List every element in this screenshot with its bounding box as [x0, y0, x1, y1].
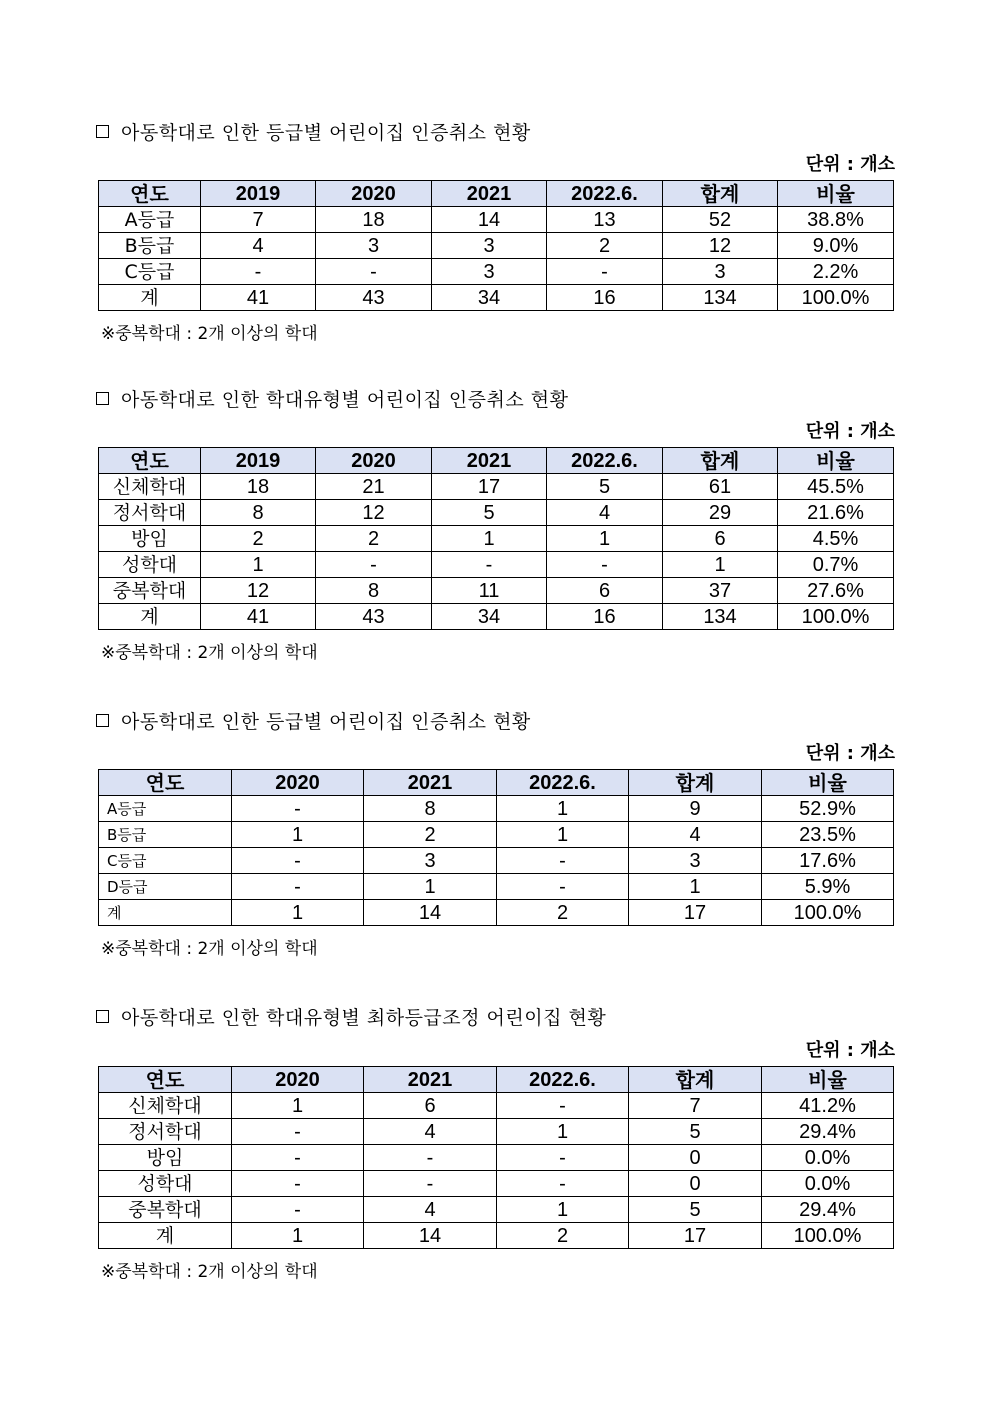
table-header-row — [99, 181, 894, 207]
table-cell: 0.0% — [762, 1145, 894, 1171]
table-cell: 3 — [432, 233, 547, 259]
table-total-row — [99, 1223, 894, 1249]
table-cell: 52 — [663, 207, 778, 233]
row-label: A등급 — [99, 207, 201, 233]
unit-label: 단위 : 개소 — [805, 154, 895, 175]
header-cell: 합계 — [629, 770, 762, 796]
table-cell: 5 — [432, 500, 547, 526]
table-total-row — [99, 285, 894, 311]
table-cell: 9 — [629, 796, 762, 822]
table-cell: - — [364, 1145, 497, 1171]
header-cell: 비율 — [762, 770, 894, 796]
table-row — [99, 474, 894, 500]
table-cell: 4 — [364, 1119, 497, 1145]
table-cell: 11 — [432, 578, 547, 604]
table-cell: 5.9% — [762, 874, 894, 900]
row-label: 계 — [99, 1223, 232, 1249]
section-title: 아동학대로 인한 등급별 어린이집 인증취소 현황 — [96, 707, 531, 734]
table-cell: 61 — [663, 474, 778, 500]
footnote: ※중복학대 : 2개 이상의 학대 — [101, 1262, 318, 1282]
table-cell: 1 — [547, 526, 663, 552]
table-cell: 17 — [629, 900, 762, 926]
table-cell: - — [201, 259, 316, 285]
table-cell: 41.2% — [762, 1093, 894, 1119]
header-cell: 2020 — [232, 1067, 364, 1093]
header-cell: 연도 — [99, 770, 232, 796]
table-cell: 6 — [547, 578, 663, 604]
table-header-row — [99, 1067, 894, 1093]
table-cell: 29 — [663, 500, 778, 526]
unit-label: 단위 : 개소 — [805, 743, 895, 764]
table-cell: - — [232, 1171, 364, 1197]
table-cell: 1 — [497, 1197, 629, 1223]
table-cell: 16 — [547, 285, 663, 311]
table-cell: 41 — [201, 285, 316, 311]
table-cell: 4 — [364, 1197, 497, 1223]
table-cell: 0 — [629, 1145, 762, 1171]
row-label: 성학대 — [99, 552, 201, 578]
header-cell: 2021 — [364, 1067, 497, 1093]
table-cell: 5 — [629, 1197, 762, 1223]
table-cell: 52.9% — [762, 796, 894, 822]
table-cell: 4 — [547, 500, 663, 526]
table-cell: 2 — [497, 1223, 629, 1249]
row-label: 신체학대 — [99, 474, 201, 500]
grade-table-2 — [98, 769, 894, 926]
table-row — [99, 259, 894, 285]
header-cell: 2022.6. — [497, 770, 629, 796]
header-cell: 2020 — [316, 448, 432, 474]
table-cell: 29.4% — [762, 1197, 894, 1223]
abuse-type-table — [98, 447, 894, 630]
table-cell: 5 — [547, 474, 663, 500]
table-cell: - — [432, 552, 547, 578]
footnote: ※중복학대 : 2개 이상의 학대 — [101, 643, 318, 663]
header-cell: 비율 — [762, 1067, 894, 1093]
table-cell: 4.5% — [778, 526, 894, 552]
table-cell: 3 — [364, 848, 497, 874]
table-cell: 1 — [663, 552, 778, 578]
row-label: 신체학대 — [99, 1093, 232, 1119]
table-cell: 3 — [432, 259, 547, 285]
table-cell: 17.6% — [762, 848, 894, 874]
header-cell: 합계 — [629, 1067, 762, 1093]
table-row — [99, 526, 894, 552]
table-cell: - — [497, 848, 629, 874]
table-cell: 1 — [201, 552, 316, 578]
table-row — [99, 1145, 894, 1171]
table-cell: 34 — [432, 604, 547, 630]
table-cell: 17 — [432, 474, 547, 500]
table-cell: 1 — [629, 874, 762, 900]
table-cell: 100.0% — [778, 604, 894, 630]
table-cell: 45.5% — [778, 474, 894, 500]
table-row — [99, 500, 894, 526]
table-cell: 27.6% — [778, 578, 894, 604]
grade-table — [98, 180, 894, 311]
table-cell: - — [497, 1171, 629, 1197]
table-cell: - — [316, 552, 432, 578]
row-label: 정서학대 — [99, 500, 201, 526]
table-cell: 6 — [663, 526, 778, 552]
header-cell: 2022.6. — [497, 1067, 629, 1093]
table-cell: 12 — [201, 578, 316, 604]
table-cell: - — [232, 1197, 364, 1223]
unit-label: 단위 : 개소 — [805, 421, 895, 442]
table-cell: 3 — [629, 848, 762, 874]
table-row — [99, 552, 894, 578]
row-label: 중복학대 — [99, 578, 201, 604]
table-cell: - — [316, 259, 432, 285]
table-cell: 1 — [232, 900, 364, 926]
row-label: 방임 — [99, 526, 201, 552]
table-cell: - — [547, 552, 663, 578]
checkbox-square-icon — [96, 1010, 109, 1023]
header-cell: 비율 — [778, 181, 894, 207]
row-label: B등급 — [99, 233, 201, 259]
header-cell: 2019 — [201, 448, 316, 474]
table-cell: 134 — [663, 285, 778, 311]
table-cell: 3 — [663, 259, 778, 285]
table-header-row — [99, 448, 894, 474]
header-cell: 2022.6. — [547, 448, 663, 474]
header-cell: 2020 — [316, 181, 432, 207]
footnote: ※중복학대 : 2개 이상의 학대 — [101, 939, 318, 959]
table-cell: 7 — [201, 207, 316, 233]
table-cell: 17 — [629, 1223, 762, 1249]
row-label: B등급 — [99, 822, 232, 848]
row-label: 방임 — [99, 1145, 232, 1171]
table-cell: - — [232, 848, 364, 874]
header-cell: 연도 — [99, 448, 201, 474]
checkbox-square-icon — [96, 714, 109, 727]
table-row — [99, 874, 894, 900]
table-cell: 34 — [432, 285, 547, 311]
row-label: 성학대 — [99, 1171, 232, 1197]
unit-label: 단위 : 개소 — [805, 1040, 895, 1061]
table-cell: 23.5% — [762, 822, 894, 848]
table-header-row — [99, 770, 894, 796]
table-cell: 29.4% — [762, 1119, 894, 1145]
table-cell: 4 — [201, 233, 316, 259]
table-cell: 1 — [432, 526, 547, 552]
table-cell: 1 — [232, 1223, 364, 1249]
table-row — [99, 822, 894, 848]
header-cell: 비율 — [778, 448, 894, 474]
table-cell: 2 — [497, 900, 629, 926]
table-cell: 14 — [364, 900, 497, 926]
table-cell: 100.0% — [762, 900, 894, 926]
footnote: ※중복학대 : 2개 이상의 학대 — [101, 324, 318, 344]
row-label: C등급 — [99, 259, 201, 285]
row-label: 계 — [99, 604, 201, 630]
table-cell: 12 — [663, 233, 778, 259]
table-cell: 14 — [364, 1223, 497, 1249]
table-cell: 100.0% — [778, 285, 894, 311]
table-cell: 134 — [663, 604, 778, 630]
table-cell: 4 — [629, 822, 762, 848]
row-label: 계 — [99, 285, 201, 311]
table-cell: 1 — [232, 822, 364, 848]
header-cell: 2019 — [201, 181, 316, 207]
row-label: 정서학대 — [99, 1119, 232, 1145]
table-cell: 2 — [364, 822, 497, 848]
header-cell: 합계 — [663, 448, 778, 474]
row-label: D등급 — [99, 874, 232, 900]
header-cell: 2022.6. — [547, 181, 663, 207]
section-title: 아동학대로 인한 학대유형별 어린이집 인증취소 현황 — [96, 385, 569, 412]
header-cell: 2021 — [364, 770, 497, 796]
table-cell: 16 — [547, 604, 663, 630]
table-row — [99, 233, 894, 259]
table-cell: 0.7% — [778, 552, 894, 578]
table-cell: 2 — [316, 526, 432, 552]
table-cell: 3 — [316, 233, 432, 259]
table-cell: - — [497, 1093, 629, 1119]
table-cell: - — [547, 259, 663, 285]
table-cell: 2.2% — [778, 259, 894, 285]
table-cell: 18 — [316, 207, 432, 233]
row-label: 계 — [99, 900, 232, 926]
section-title: 아동학대로 인한 등급별 어린이집 인증취소 현황 — [96, 118, 531, 145]
table-row — [99, 796, 894, 822]
table-cell: 0.0% — [762, 1171, 894, 1197]
table-row — [99, 1093, 894, 1119]
table-cell: 8 — [201, 500, 316, 526]
table-row — [99, 1171, 894, 1197]
table-cell: - — [232, 1119, 364, 1145]
table-cell: 18 — [201, 474, 316, 500]
header-cell: 2021 — [432, 448, 547, 474]
table-cell: 43 — [316, 285, 432, 311]
table-cell: 41 — [201, 604, 316, 630]
row-label: 중복학대 — [99, 1197, 232, 1223]
checkbox-square-icon — [96, 125, 109, 138]
table-cell: 13 — [547, 207, 663, 233]
table-cell: - — [232, 874, 364, 900]
table-row — [99, 1197, 894, 1223]
row-label: A등급 — [99, 796, 232, 822]
table-row — [99, 1119, 894, 1145]
row-label: C등급 — [99, 848, 232, 874]
table-cell: 14 — [432, 207, 547, 233]
table-cell: 1 — [232, 1093, 364, 1119]
table-cell: 0 — [629, 1171, 762, 1197]
table-cell: 1 — [497, 796, 629, 822]
table-cell: 1 — [364, 874, 497, 900]
table-cell: 5 — [629, 1119, 762, 1145]
table-cell: 21.6% — [778, 500, 894, 526]
header-cell: 2020 — [232, 770, 364, 796]
table-cell: - — [497, 1145, 629, 1171]
table-row — [99, 848, 894, 874]
table-total-row — [99, 900, 894, 926]
header-cell: 연도 — [99, 181, 201, 207]
table-cell: 8 — [364, 796, 497, 822]
section-title: 아동학대로 인한 학대유형별 최하등급조정 어린이집 현황 — [96, 1003, 606, 1030]
table-cell: 2 — [201, 526, 316, 552]
table-cell: 7 — [629, 1093, 762, 1119]
table-cell: 100.0% — [762, 1223, 894, 1249]
table-cell: - — [232, 796, 364, 822]
table-total-row — [99, 604, 894, 630]
header-cell: 합계 — [663, 181, 778, 207]
table-cell: 38.8% — [778, 207, 894, 233]
header-cell: 2021 — [432, 181, 547, 207]
table-cell: 2 — [547, 233, 663, 259]
table-cell: 21 — [316, 474, 432, 500]
table-cell: 37 — [663, 578, 778, 604]
table-cell: 1 — [497, 822, 629, 848]
table-cell: 12 — [316, 500, 432, 526]
table-cell: 1 — [497, 1119, 629, 1145]
checkbox-square-icon — [96, 392, 109, 405]
table-cell: 6 — [364, 1093, 497, 1119]
table-cell: - — [232, 1145, 364, 1171]
table-cell: - — [364, 1171, 497, 1197]
table-cell: - — [497, 874, 629, 900]
table-cell: 8 — [316, 578, 432, 604]
lowest-grade-table — [98, 1066, 894, 1249]
table-row — [99, 207, 894, 233]
header-cell: 연도 — [99, 1067, 232, 1093]
table-row — [99, 578, 894, 604]
table-cell: 9.0% — [778, 233, 894, 259]
table-cell: 43 — [316, 604, 432, 630]
